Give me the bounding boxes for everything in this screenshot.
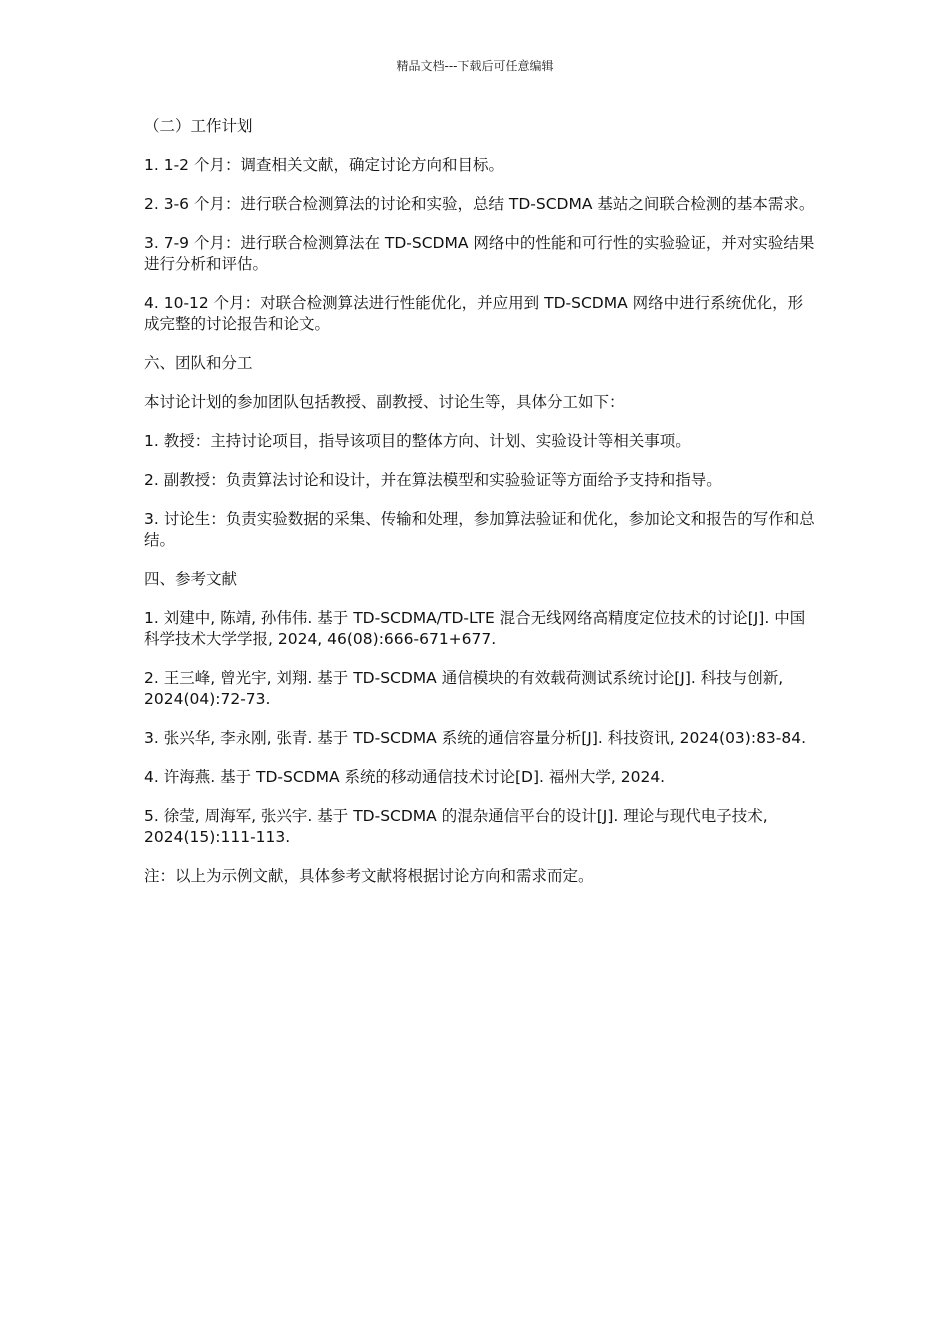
- page-header: 精品文档---下载后可任意编辑: [396, 59, 554, 73]
- document-body: [144, 116, 816, 905]
- section-heading-references: 四、参考文献: [144, 570, 238, 588]
- reference-item: 1. 刘建中, 陈靖, 孙伟伟. 基于 TD-SCDMA/TD-LTE 混合无线网络高精度定位技术的讨论[J]. 中国科学技术大学学报, 2024, 46(08):666-671+677.: [144, 609, 806, 648]
- team-intro: 本讨论计划的参加团队包括教授、副教授、讨论生等，具体分工如下：: [144, 393, 625, 411]
- plan-item: 2. 3-6 个月：进行联合检测算法的讨论和实验，总结 TD-SCDMA 基站之间联合检测的基本需求。: [144, 195, 815, 213]
- references-note: 注：以上为示例文献，具体参考文献将根据讨论方向和需求而定。: [144, 867, 594, 885]
- reference-item: 5. 徐莹, 周海军, 张兴宇. 基于 TD-SCDMA 的混杂通信平台的设计[J]. 理论与现代电子技术, 2024(15):111-113.: [144, 807, 768, 846]
- plan-item: 3. 7-9 个月：进行联合检测算法在 TD-SCDMA 网络中的性能和可行性的实验验证，并对实验结果进行分析和评估。: [144, 234, 815, 273]
- reference-item: 4. 许海燕. 基于 TD-SCDMA 系统的移动通信技术讨论[D]. 福州大学, 2024.: [144, 768, 666, 786]
- section-heading-work-plan: （二）工作计划: [144, 117, 253, 135]
- plan-item: 1. 1-2 个月：调查相关文献，确定讨论方向和目标。: [144, 156, 504, 174]
- team-item: 3. 讨论生：负责实验数据的采集、传输和处理，参加算法验证和优化，参加论文和报告的写作和总结。: [144, 510, 815, 549]
- section-heading-team: 六、团队和分工: [144, 354, 253, 372]
- reference-item: 3. 张兴华, 李永刚, 张青. 基于 TD-SCDMA 系统的通信容量分析[J]. 科技资讯, 2024(03):83-84.: [144, 729, 807, 747]
- plan-item: 4. 10-12 个月：对联合检测算法进行性能优化，并应用到 TD-SCDMA 网络中进行系统优化，形成完整的讨论报告和论文。: [144, 294, 804, 333]
- team-item: 1. 教授：主持讨论项目，指导该项目的整体方向、计划、实验设计等相关事项。: [144, 432, 691, 450]
- reference-item: 2. 王三峰, 曾光宇, 刘翔. 基于 TD-SCDMA 通信模块的有效载荷测试系统讨论[J]. 科技与创新, 2024(04):72-73.: [144, 669, 784, 708]
- team-item: 2. 副教授：负责算法讨论和设计，并在算法模型和实验验证等方面给予支持和指导。: [144, 471, 722, 489]
